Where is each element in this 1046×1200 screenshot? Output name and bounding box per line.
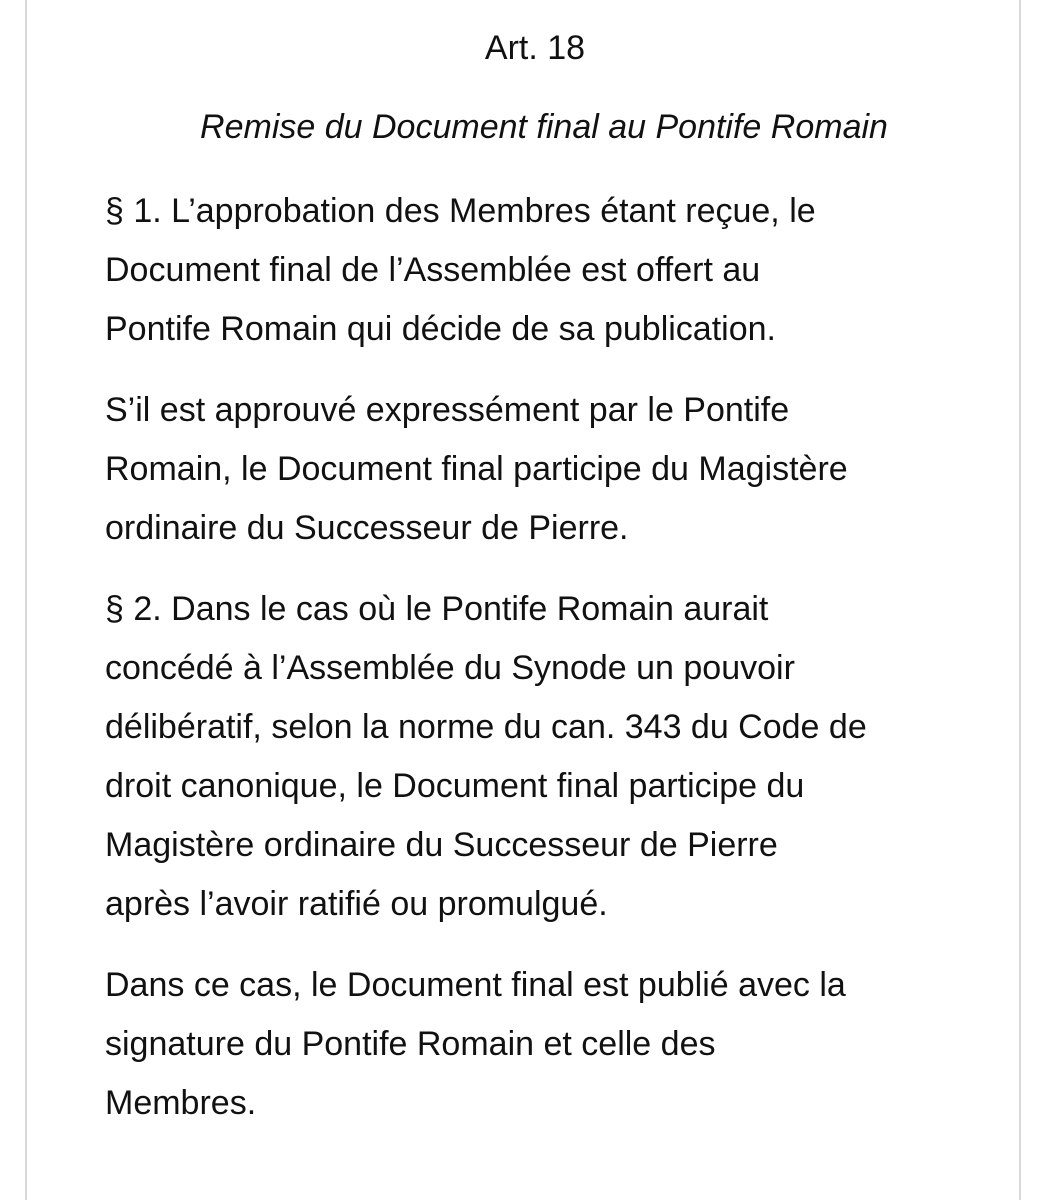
paragraph-approval: S’il est approuvé expressément par le Pontife Romain, le Document final participe du Magistère ordinaire du Successeur de Pierre. [105, 391, 848, 547]
article-number: Art. 18 [484, 29, 586, 67]
document-page [25, 0, 1021, 1200]
paragraph-section-1: § 1. L’approbation des Membres étant reçue, le Document final de l’Assemblée est offert au Pontife Romain qui décide de sa publication. [105, 192, 816, 348]
article-title: Remise du Document final au Pontife Romain [200, 108, 888, 146]
article-content [105, 22, 965, 1133]
paragraph-section-2: § 2. Dans le cas où le Pontife Romain aurait concédé à l’Assemblée du Synode un pouvoir délibératif, selon la norme du can. 343 du Code de droit canonique, le Document final participe du Magistère ordinaire du Successeur de Pierre après l’avoir ratifié ou promulgué. [105, 590, 867, 923]
paragraph-publication: Dans ce cas, le Document final est publié avec la signature du Pontife Romain et celle des Membres. [105, 966, 846, 1122]
